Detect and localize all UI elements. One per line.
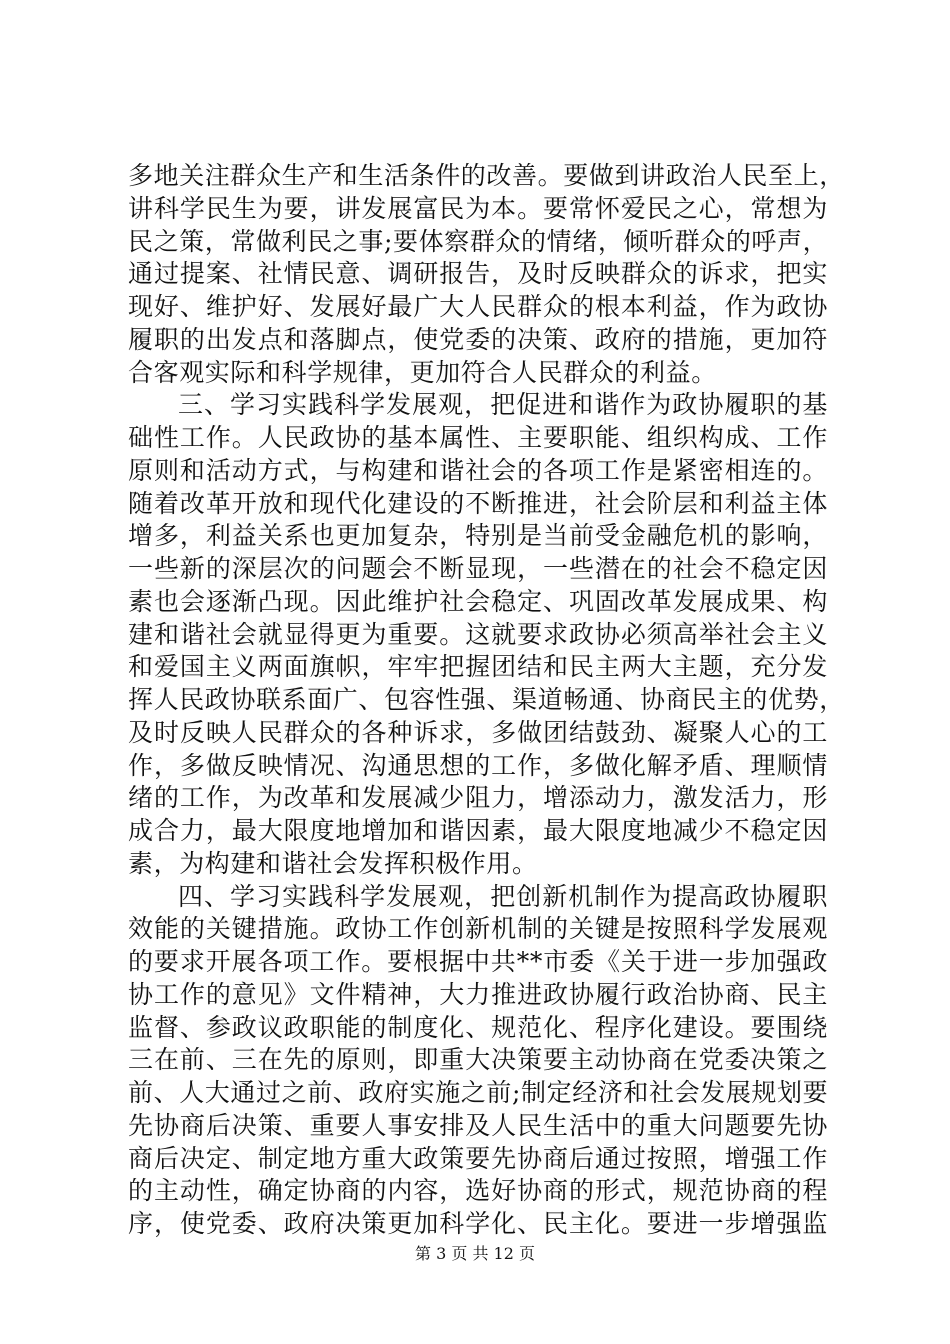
text-line: 作，多做反映情况、沟通思想的工作，多做化解矛盾、理顺情	[128, 750, 828, 780]
text-line: 前、人大通过之前、政府实施之前;制定经济和社会发展规划要	[128, 1078, 829, 1107]
text-line: 协工作的意见》文件精神，大力推进政协履行政治协商、民主	[128, 979, 828, 1009]
text-line: 效能的关键措施。政协工作创新机制的关键是按照科学发展观	[128, 914, 828, 944]
text-line: 原则和活动方式，与构建和谐社会的各项工作是紧密相连的。	[128, 455, 828, 485]
text-line: 多地关注群众生产和生活条件的改善。要做到讲政治人民至上，	[128, 161, 845, 190]
text-line: 四、学习实践科学发展观，把创新机制作为提高政协履职	[178, 881, 828, 911]
page-footer: 第 3 页 共 12 页	[415, 1244, 535, 1263]
text-line: 一些新的深层次的问题会不断显现，一些潜在的社会不稳定因	[128, 554, 828, 583]
text-line: 素，为构建和谐社会发挥积极作用。	[128, 848, 538, 878]
document-body	[128, 160, 845, 1241]
text-line: 通过提案、社情民意、调研报告，及时反映群众的诉求，把实	[128, 259, 828, 289]
text-line: 合客观实际和科学规律，更加符合人民群众的利益。	[128, 357, 717, 387]
text-line: 成合力，最大限度地增加和谐因素，最大限度地减少不稳定因	[128, 816, 828, 845]
text-line: 现好、维护好、发展好最广大人民群众的根本利益，作为政协	[128, 292, 828, 321]
text-line: 三、学习实践科学发展观，把促进和谐作为政协履职的基	[178, 390, 828, 420]
text-line: 绪的工作，为改革和发展减少阻力，增添动力，激发活力，形	[128, 783, 828, 813]
text-line: 及时反映人民群众的各种诉求，多做团结鼓劲、凝聚人心的工	[128, 717, 828, 747]
text-line: 增多，利益关系也更加复杂，特别是当前受金融危机的影响，	[128, 521, 828, 551]
text-line: 挥人民政协联系面广、包容性强、渠道畅通、协商民主的优势，	[128, 685, 845, 714]
text-line: 先协商后决策、重要人事安排及人民生活中的重大问题要先协	[128, 1110, 828, 1140]
text-line: 讲科学民生为要，讲发展富民为本。要常怀爱民之心，常想为	[128, 193, 828, 223]
text-line: 建和谐社会就显得更为重要。这就要求政协必须高举社会主义	[128, 619, 828, 649]
text-line: 序，使党委、政府决策更加科学化、民主化。要进一步增强监	[128, 1209, 828, 1238]
text-line: 履职的出发点和落脚点，使党委的决策、政府的措施，更加符	[128, 324, 828, 354]
text-line: 的要求开展各项工作。要根据中共**市委《关于进一步加强政	[128, 947, 828, 976]
text-line: 民之策，常做利民之事;要体察群众的情绪，倾听群众的呼声，	[128, 226, 829, 256]
text-line: 三在前、三在先的原则，即重大决策要主动协商在党委决策之	[128, 1045, 828, 1075]
text-line: 商后决定、制定地方重大政策要先协商后通过按照，增强工作	[128, 1143, 828, 1173]
text-line: 础性工作。人民政协的基本属性、主要职能、组织构成、工作	[128, 423, 828, 452]
text-line: 监督、参政议政职能的制度化、规范化、程序化建设。要围绕	[128, 1012, 828, 1042]
text-line: 随着改革开放和现代化建设的不断推进，社会阶层和利益主体	[128, 488, 828, 518]
text-line: 素也会逐渐凸现。因此维护社会稳定、巩固改革发展成果、构	[128, 586, 828, 616]
text-line: 的主动性，确定协商的内容，选好协商的形式，规范协商的程	[128, 1176, 828, 1206]
text-line: 和爱国主义两面旗帜，牢牢把握团结和民主两大主题，充分发	[128, 652, 828, 682]
